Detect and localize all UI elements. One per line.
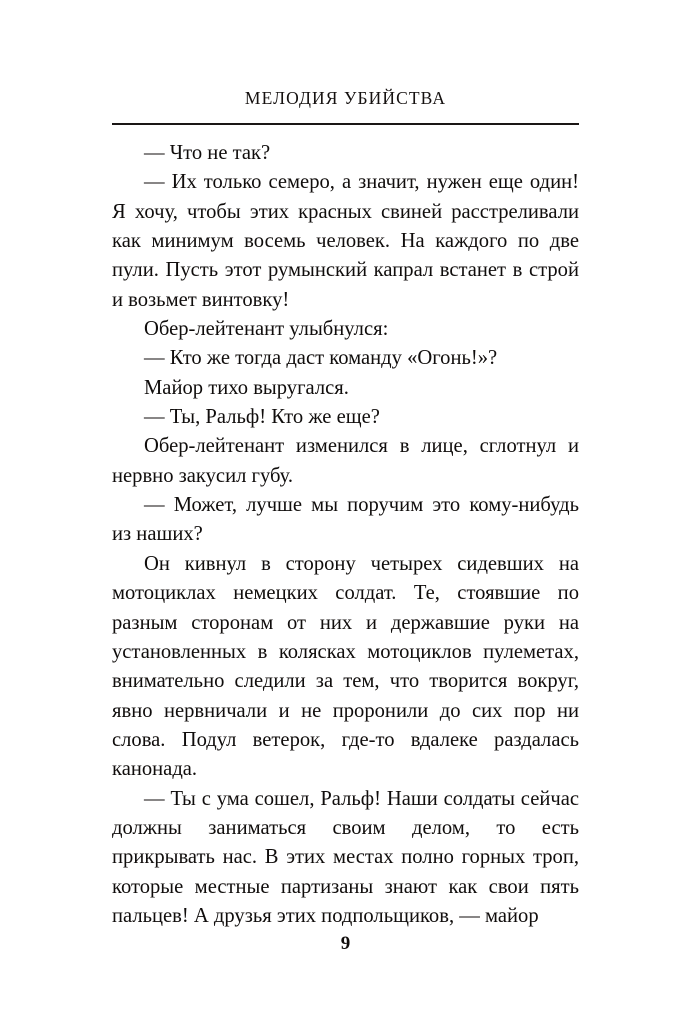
paragraph: Обер-лейтенант улыбнулся: <box>144 318 389 341</box>
paragraph: — Ты, Ральф! Кто же еще? <box>144 406 380 429</box>
paragraph: — Ты с ума сошел, Ральф! Наши солдаты сейчас должны заниматься своим делом, то есть прикрывать нас. В этих местах полно горных троп, которые местные партизаны знают как свои пять пальцев! А друзья этих подпольщиков, — майор <box>112 787 579 927</box>
paragraph: — Кто же тогда даст команду «Огонь!»? <box>144 347 498 370</box>
paragraph: — Что не так? <box>144 142 271 164</box>
page-number: 9 <box>340 933 351 954</box>
paragraph: — Их только семеро, а значит, нужен еще один! Я хочу, чтобы этих красных свиней расстреливали как минимум восемь человек. На каждого по две пули. Пусть этот румынский капрал встанет в строй и возьмет винтовку! <box>112 171 579 311</box>
header-divider <box>112 123 579 125</box>
paragraph: Обер-лейтенант изменился в лице, сглотнул и нервно закусил губу. <box>112 435 579 487</box>
paragraph: Он кивнул в сторону четырех сидевших на мотоциклах немецких солдат. Те, стоявшие по разным сторонам от них и державшие руки на установленных в колясках мотоциклов пулеметах, внимательно следили за тем, что творится вокруг, явно нервничали и не проронили до сих пор ни слова. Подул ветерок, где-то вдалеке раздалась канонада. <box>112 552 579 781</box>
page-body <box>112 139 579 931</box>
running-head: МЕЛОДИЯ УБИЙСТВА <box>244 88 447 108</box>
paragraph: — Может, лучше мы поручим это кому-нибудь из наших? <box>112 494 579 546</box>
paragraph: Майор тихо выругался. <box>144 376 349 399</box>
